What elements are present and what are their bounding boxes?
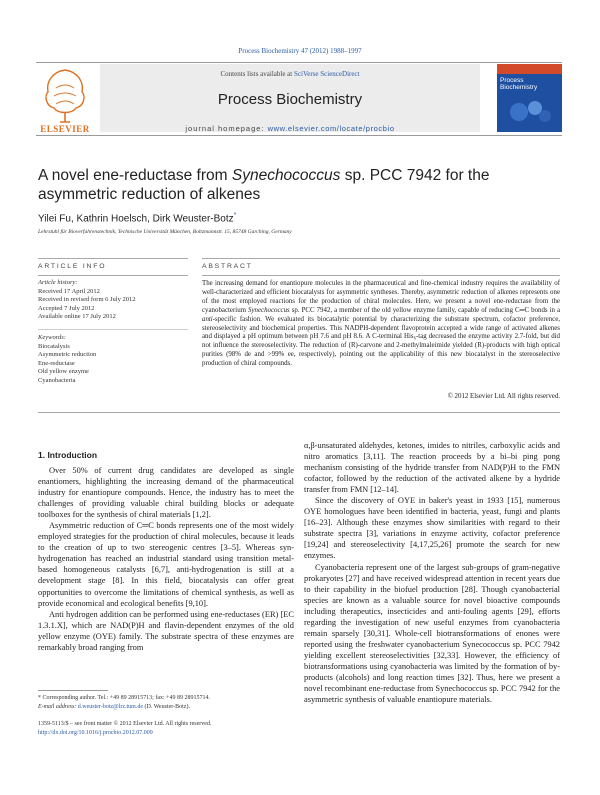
- abstract-bottom-rule: [38, 412, 560, 413]
- footnote-contact: * Corresponding author. Tel.: +49 89 28915713; fax: +49 89 28915714.: [38, 695, 211, 701]
- keyword-item: Asymmetric reduction: [38, 351, 97, 359]
- article-info-rule: [38, 258, 188, 259]
- authors: Yilei Fu, Kathrin Hoelsch, Dirk Weuster-Botz: [38, 213, 234, 225]
- corresponding-author-footnote: * Corresponding author. Tel.: +49 89 28915713; fax: +49 89 28915714. E-mail address: d.weuster-botz@lrz.tum.de (D. Weuster-Botz).: [38, 694, 298, 711]
- article-title: A novel ene-reductase from Synechococcus sp. PCC 7942 for the asymmetric reduction of alkenes: [38, 167, 490, 203]
- doi-link[interactable]: http://dx.doi.org/10.1016/j.procbio.2012.07.009: [38, 729, 153, 736]
- elsevier-tree-logo-icon: [36, 64, 94, 132]
- cover-pattern-icon: [505, 96, 555, 126]
- keywords-rule: [38, 329, 188, 330]
- contents-prefix: Contents lists available at: [220, 70, 294, 78]
- keywords-label: Keywords:: [38, 334, 66, 341]
- history-revised: Received in revised form 6 July 2012: [38, 296, 136, 304]
- history-online: Available online 17 July 2012: [38, 313, 116, 321]
- running-head[interactable]: Process Biochemistry 47 (2012) 1988–1997: [238, 47, 362, 55]
- section-heading-introduction: 1. Introduction: [38, 450, 98, 460]
- corresponding-author-mark[interactable]: *: [233, 212, 237, 219]
- paragraph: α,β-unsaturated aldehydes, ketones, imides to nitriles, carboxylic acids and nitro aromatics [3,11]. The reaction proceeds by a bi–bi ping pong mechanism consisting of the hydride transfer from NAD(P)H to the FMN cofactor, followed by the reduction of the activated alkene by a hydride transfer from FMN [12–14].: [304, 441, 560, 495]
- sciencedirect-link[interactable]: SciVerse ScienceDirect: [294, 70, 360, 78]
- abstract-rule-2: [202, 275, 560, 276]
- journal-title: Process Biochemistry: [217, 91, 363, 108]
- keyword-item: Old yellow enzyme: [38, 368, 89, 376]
- history-received: Received 17 April 2012: [38, 287, 100, 295]
- keywords: [38, 334, 188, 386]
- copyright-line: © 2012 Elsevier Ltd. All rights reserved.: [447, 393, 560, 400]
- homepage-label: journal homepage:: [185, 124, 268, 133]
- keyword-item: Ene-reductase: [38, 359, 75, 367]
- abstract-rule: [202, 258, 560, 259]
- paragraph: Anti hydrogen addition can be performed using ene-reductases (ER) [EC 1.3.1.X], which are NAD(P)H and flavin-dependent enzymes of the old yellow enzyme (OYE) family. The substrate spectra of these enzymes are remarkably broad ranging from: [38, 609, 294, 652]
- journal-cover-band: [497, 64, 562, 74]
- paragraph: Over 50% of current drug candidates are developed as single enantiomers, highlighting the increasing demand of the pharmaceutical industry for enantiopure compounds. Hence, the industry has to meet the challenges of providing valuable chiral building blocks or adequate toolboxes for the synthesis of chiral materials [1,2].: [38, 466, 294, 520]
- history-accepted: Accepted 7 July 2012: [38, 304, 95, 312]
- journal-homepage: [100, 124, 480, 133]
- intro-right-column: [304, 440, 560, 705]
- article-footer: [38, 720, 298, 737]
- author-list: [38, 212, 236, 224]
- elsevier-wordmark: ELSEVIER: [40, 124, 90, 134]
- history-label: Article history:: [38, 279, 78, 286]
- email-label: E-mail address:: [38, 703, 78, 710]
- intro-left-column: [38, 465, 294, 653]
- email-link[interactable]: d.weuster-botz@lrz.tum.de: [77, 703, 143, 710]
- article-info-rule-2: [38, 275, 188, 276]
- issn-line: 1359-5113/$ – see front matter © 2012 Elsevier Ltd. All rights reserved.: [38, 721, 212, 727]
- keyword-item: Biocatalysis: [38, 342, 70, 350]
- abstract-heading: ABSTRACT: [202, 263, 253, 270]
- article-info-heading: ARTICLE INFO: [38, 263, 107, 270]
- affiliation: Lehrstuhl für Bioverfahrenstechnik, Technische Universität München, Boltzmannstr. 15, 85748 Garching, Germany: [38, 229, 292, 235]
- contents-availability: [100, 70, 480, 78]
- journal-cover-title: Process Biochemistry: [500, 77, 538, 92]
- abstract-text: The increasing demand for enantiopure molecules in the pharmaceutical and fine-chemical industry requires the availability of well-characterized and efficient biocatalysts for asymmetric syntheses. Thereby, asymmetric reduction of alkenes represents one of the most employed reactions for the production of chiral molecules. Here, we present a novel ene-reductase from the cyanobacterium Synechococcus sp. PCC 7942, a member of the old yellow enzyme family, capable of reducing C═C bonds in a anti-specific fashion. We evaluated its biocatalytic potential by characterizing the substrate spectrum, cofactor preference, stereoselectivity and biochemical properties. This NADPH-dependent flavoprotein accepted a wide range of activated alkenes and displayed a pH optimum between pH 7.6 and pH 8.6. A C-terminal His₆-tag decreased the enzyme activity 2.7-fold, but did not influence the stereoselectivity. The reduction of (R)-carvone and 2-methylmaleimide yielded (R)-products with high optical purities (98% de and >99% ee, respectively), pointing out the applicability of this new biocatalyst in the stereoselective production of chiral compounds.: [202, 280, 561, 368]
- paragraph: Since the discovery of OYE in baker's yeast in 1933 [15], numerous OYE homologues have been identified in bacteria, yeast, fungi and plants [16–23]. Although these enzymes show similarities with regard to their substrate spectra [3], variations in enzyme activity, cofactor preference [19,24] and stereoselectivity [4,17,25,26] promote the search for new enzymes.: [304, 496, 560, 561]
- keyword-item: Cyanobacteria: [38, 376, 76, 384]
- footnote-rule: [38, 690, 108, 691]
- article-history: [38, 279, 188, 322]
- paragraph: Asymmetric reduction of C═C bonds represents one of the most widely employed strategies for the production of chiral molecules, because it leads to the creation of up to two stereogenic centres [3–5]. Whereas syn-hydrogenation has reached an industrial standard using transition metal-based homogeneous catalysts [6,7], anti-hydrogenation is still at a development stage [8]. In this field, biocatalysis can offer great opportunities to overcome the limitations of chemical synthesis, as well as provide economical and ecological benefits [9,10].: [38, 521, 294, 608]
- paragraph: Cyanobacteria represent one of the largest sub-groups of gram-negative prokaryotes [27] and have received widespread attention in recent years due to their capability in the biofuel production [28]. Though cyanobacterial species are known as a valuable source for novel bioactive compounds including therapeutics, insecticides and anti-fouling agents [29], efforts regarding the investigation of new useful enzymes from cyanobacteria remain sparsely [30,31]. Whole-cell biotransformations of enones were reported using the freshwater cyanobacterium Synecococcus sp. PCC 7942 yielding excellent stereoselectivities [32,33]. However, the efficiency of biotransformations using cyanobacteria was limited by the formation of by-products (alcohols) and long reaction times [32]. Thus, here we present a novel recombinant ene-reductase from Synechococcus sp. PCC 7942 for the asymmetric synthesis of valuable enantiopure materials.: [304, 562, 560, 705]
- homepage-link[interactable]: www.elsevier.com/locate/procbio: [267, 124, 395, 133]
